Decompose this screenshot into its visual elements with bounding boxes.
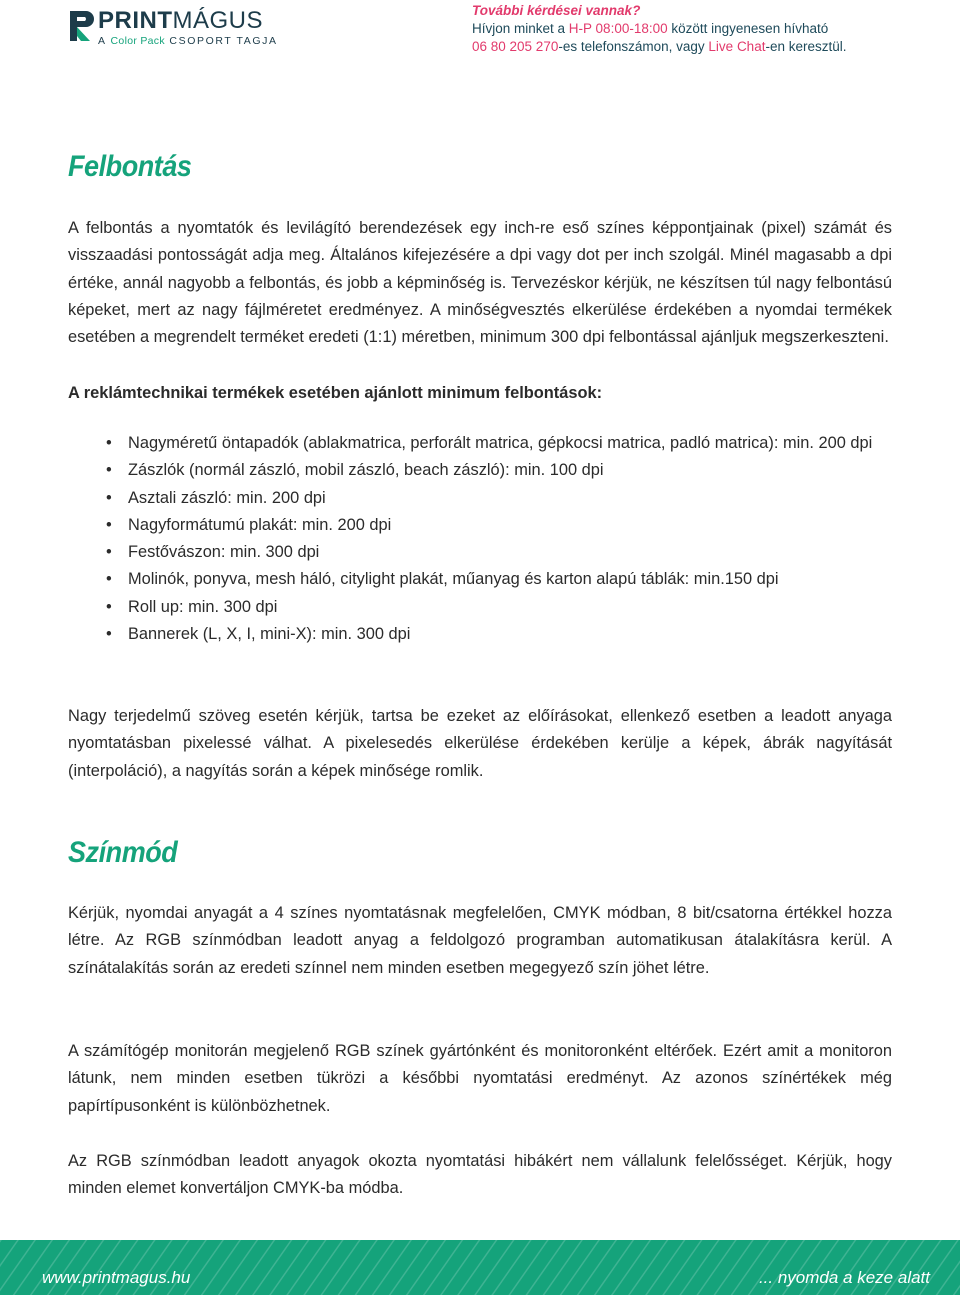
contact-text: Hívjon minket a [472,21,569,36]
list-item-text: Molinók, ponyva, mesh háló, citylight plakát, műanyag és karton alapú táblák: min.150 dpi [128,570,779,589]
resolution-list-heading: A reklámtechnikai termékek esetében ajánlott minimum felbontások: [68,384,603,402]
bullet-icon: • [106,597,112,616]
list-item-text: Asztali zászló: min. 200 dpi [128,488,326,507]
contact-text: -es telefonszámon, vagy [558,39,709,54]
list-item [68,621,892,648]
logo-wordmark [98,8,263,34]
list-item-text: Bannerek (L, X, I, mini-X): min. 300 dpi [128,625,411,644]
live-chat-link[interactable]: Live Chat [708,39,766,54]
list-item-text: Nagyformátumú plakát: min. 200 dpi [128,515,392,534]
colormode-paragraph-1: Kérjük, nyomdai anyagát a 4 színes nyomtatásnak megfelelően, CMYK módban, 8 bit/csatorna értékkel hozza létre. Az RGB színmódban leadott anyag a feldolgozó programban automatikusan átalakításra kerül. A színátalakítás során az eredeti színnel nem minden esetben megegyező szín jöhet létre. [68,904,892,977]
list-item [68,430,892,457]
bullet-icon: • [106,461,112,480]
list-item [68,539,892,566]
contact-line-hours [472,20,932,38]
section-title-szinmod: Színmód [68,836,178,869]
contact-text: között ingyenesen hívható [667,21,829,36]
list-item-text: Nagyméretű öntapadók (ablakmatrica, perforált matrica, gépkocsi matrica, padló matrica): min. 200 dpi [128,434,873,452]
colormode-paragraph-3: Az RGB színmódban leadott anyagok okozta nyomtatási hibákért nem vállalunk felelősséget. Kérjük, hogy minden elemet konvertáljon CMYK-ba módba. [68,1152,892,1198]
printmagus-logo[interactable] [68,8,288,48]
list-item [68,566,892,593]
list-item-text: Zászlók (normál zászló, mobil zászló, beach zászló): min. 100 dpi [128,461,604,480]
resolution-intro-paragraph: A felbontás a nyomtatók és levilágító berendezések egy inch-re eső színes képpontjainak (pixel) számát és visszaadási pontosságát adja meg. Általános kifejezésére a dpi vagy dot per inch szolgál. Minél magasabb a dpi értéke, annál nagyobb a felbontás, és jobb a képminőség is. Tervezéskor kérjük, ne készítsen túl nagy felbontású képeket, mert az nagy fájlméretet eredményez. A minőségvesztés elkerülése érdekében a nyomdai termékek esetében a megrendelt terméket eredeti (1:1) méretben, minimum 300 dpi felbontással ajánljuk megszerkeszteni. [68,219,892,347]
list-item-text: Roll up: min. 300 dpi [128,597,278,616]
list-item [68,512,892,539]
logo-print: PRINT [98,7,173,34]
resolution-list [68,430,892,648]
contact-phone-link[interactable]: 06 80 205 270 [472,39,559,54]
colormode-paragraph-2: A számítógép monitorán megjelenő RGB színek gyártónként és monitoronként eltérőek. Ezért amit a monitoron látunk, nem minden esetben tükrözi a későbbi nyomtatási eredményt. Az azonos színértékek még papírtípusonként is különbözhetnek. [68,1042,892,1115]
list-item-text: Festővászon: min. 300 dpi [128,543,320,562]
contact-text: -en keresztül. [765,39,847,54]
bullet-icon: • [106,543,112,562]
contact-question: További kérdései vannak? [472,3,641,18]
list-item [68,594,892,621]
list-item [68,457,892,484]
contact-hours: H-P 08:00-18:00 [568,21,668,36]
contact-line-phone [472,38,932,56]
bullet-icon: • [106,515,112,534]
logo-sub-brand: Color Pack [110,35,165,47]
footer-website-link[interactable]: www.printmagus.hu [42,1268,191,1287]
logo-magus: MÁGUS [172,7,264,34]
logo-sub-prefix: A [98,35,111,47]
bullet-icon: • [106,488,112,507]
bullet-icon: • [106,625,112,644]
logo-sub-suffix: CSOPORT TAGJA [164,35,278,47]
page-header [0,0,960,60]
bullet-icon: • [106,434,112,452]
page-footer [0,1240,960,1295]
section-title-felbontas: Felbontás [68,150,192,183]
list-item [68,485,892,512]
resolution-note-paragraph: Nagy terjedelmű szöveg esetén kérjük, tartsa be ezeket az előírásokat, ellenkező esetben a leadott anyaga nyomtatásban pixelessé válhat. A pixelesedés elkerülése érdekében kerülje a képek, ábrák nagyítását (interpoláció), a nagyítás során a képek minősége romlik. [68,707,892,780]
contact-info [472,2,932,56]
logo-mark-icon [68,9,96,43]
bullet-icon: • [106,570,112,589]
logo-subtitle [98,35,278,47]
footer-tagline: ... nyomda a keze alatt [758,1268,930,1287]
